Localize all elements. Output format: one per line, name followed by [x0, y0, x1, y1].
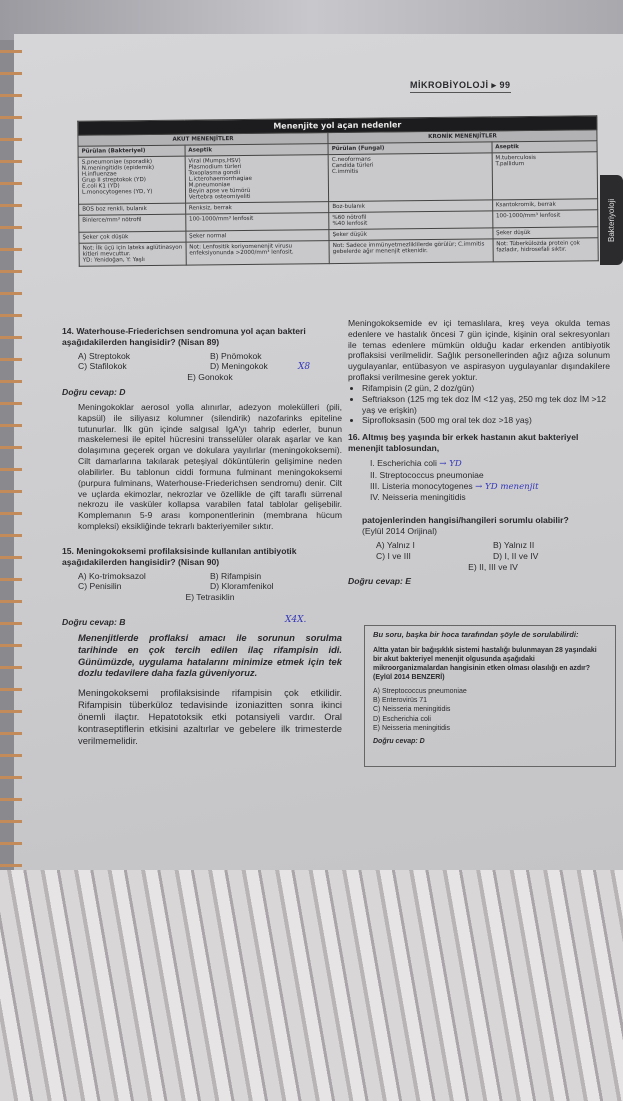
group-chronic: KRONİK MENENJİTLER — [328, 130, 597, 144]
option: C) Stafilokok — [78, 361, 127, 372]
handwritten-note: X8 — [298, 362, 311, 372]
option: A) Streptococcus pneumoniae — [373, 688, 467, 696]
table-cell: BOS boz renkli, bulanık — [79, 203, 186, 215]
item: IV. Neisseria meningitidis — [370, 492, 466, 503]
option: E) Tetrasiklin — [185, 592, 235, 603]
option: B) Yalnız II — [493, 539, 535, 550]
q16-items — [370, 458, 610, 503]
option: C) I ve III — [376, 550, 411, 561]
item: III. Listeria monocytogenes → YD menenjit — [370, 480, 539, 492]
q16-question: 16. Altmış beş yaşında bir erkek hastanın akut bakteriyel menenjit tablosundan, — [348, 432, 579, 454]
q16-options — [376, 540, 610, 572]
left-column — [62, 326, 342, 746]
list-item: • Siprofloksasin (500 mg oral tek doz >18 yaş) — [362, 415, 610, 426]
option: D) Escherichia coli — [373, 715, 431, 723]
q15-options — [78, 571, 342, 603]
table-cell: M.tuberculosis T.pallidum — [492, 152, 598, 200]
table-cell: C.neoformans Candida türleri C.immitis — [328, 153, 492, 202]
q16-source: (Eylül 2014 Orijinal) — [362, 526, 437, 537]
q15-question: 15. Meningokoksemi profilaksisinde kullanılan antibiyotik aşağıdakilerden hangisidir? (Nisan 90) — [62, 545, 297, 567]
table-cell: Not: İlk üçü için lateks aglütinasyon kitleri mevcuttur. YD: Yenidoğan, Y: Yaşlı — [79, 242, 186, 266]
box-title: Bu soru, başka bir hoca tarafından şöyle de sorulabilirdi: — [373, 630, 579, 639]
column-header: Pürülan (Fungal) — [328, 142, 492, 155]
list-item: • Rifampisin (2 gün, 2 doz/gün) — [362, 383, 610, 394]
table-cell: Şeker normal — [186, 230, 330, 243]
handwritten-note: → YD — [439, 458, 462, 469]
table-cell: Şeker düşük — [493, 227, 598, 239]
right-column — [348, 318, 610, 591]
option: D) Meningokok — [210, 361, 268, 372]
side-tab: Bakteriyoloji — [600, 175, 623, 265]
table-cell: Not: Lenfositik koriyomenenjit virusu enfeksiyonunda >2000/mm³ lenfosit. — [186, 241, 330, 266]
table-cell: 100-1000/mm³ lenfosit — [492, 210, 597, 228]
table-row — [79, 238, 598, 266]
box-options — [373, 687, 607, 732]
table-cell: Not: Sadece immünyetmezliklilerde görülür; C.immitis gebelerde ağır menenjit etkenidir. — [329, 239, 493, 264]
table-cell: Not: Tüberkülozda protein çok fazladır, hidrosefali sıktır. — [493, 238, 599, 262]
q15-explanation: Meningokoksemi profilaksisinde rifampisin çok etkilidir. Rifampisin tüberküloz tedavisinde izoniazitten sonra ikinci önemli ilaçtır. Hepatotoksik etki potansiyeli vardır. Oral kontraseptiflerin etkisini azaltırlar ve gebelere ilk trimesterde verilmemelidir. — [78, 687, 342, 746]
q15-highlight: Menenjitlerde proflaksi amacı ile sorunun sorulma tarihinde en çok tercih edilen ilaç rifampisin idi. Günümüzde, uygulama hatalarını minimize etmek için tek dozlu tedavilere daha fazla güveniyoruz. — [78, 631, 342, 679]
option: D) Kloramfenikol — [210, 581, 274, 592]
q14-explanation: Meningokoklar aerosol yolla alınırlar, adezyon molekülleri (pili, kapsül) ile siliyasız kolumner (silendirik) nazofarinks epiteline tutunurlar. İlk gün içinde salgısal IgA'yı tahrip ederler, bunun maskelemesi ile epitel hücresini transselüler olarak aşarlar ve kan dolaşımına geçerek organ ve dokulara yayılırlar (meningokoksemi). Cilt damarlarına takılarak peteşiyal döküntülerin gelişimine neden olabilirler. Bu tablonun ciddi formuna fulminant meningokoksemi (purpura fulminans, Waterhouse-Friederichsen sendromu) denir. Cilt ve uçlarda ekimozlar, nekrozlar ve özellikle de çift taraflı sürrenal nekrozu ile vasküler kollapsa varabilen fatal tablolar gelişebilir. Komplemanın 5-9 arası komponentlerinin (membrana hücum kompleksi) eksikliğinde tekrarlı bakteriyemiler sıktır. — [78, 401, 342, 532]
q15-answer: Doğru cevap: B — [62, 617, 126, 628]
handwritten-note: X4X. — [285, 615, 307, 625]
option: B) Rifampisin — [210, 570, 262, 581]
table-cell: %60 nötrofil %40 lenfosit — [329, 211, 493, 230]
option: A) Ko-trimoksazol — [78, 570, 146, 581]
item: I. Escherichia coli → YD — [370, 457, 462, 469]
table-cell: Binlerce/mm³ nötrofil — [79, 214, 186, 232]
option: B) Pnömokok — [210, 350, 262, 361]
fabric-background — [0, 870, 623, 1101]
q16-question-end: patojenlerinden hangisi/hangileri sorumlu olabilir? — [362, 515, 569, 526]
table-cell: Boz-bulanık — [329, 200, 493, 213]
option: E) Neisseria meningitidis — [373, 724, 451, 732]
page-header: MİKROBİYOLOJİ ▸ 99 — [410, 80, 511, 93]
table-cell: Renksiz, berrak — [185, 202, 329, 215]
option: D) I, II ve IV — [493, 550, 539, 561]
box-answer: Doğru cevap: D — [373, 737, 425, 745]
list-item: • Seftriakson (125 mg tek doz İM <12 yaş, 250 mg tek doz İM >12 yaş ve erişkin) — [362, 394, 610, 416]
table-cell: Ksantokromik, berrak — [492, 199, 597, 211]
table-title: Menenjite yol açan nedenler — [78, 116, 597, 135]
table-row — [78, 152, 597, 204]
option: A) Streptokok — [78, 350, 131, 361]
option: C) Neisseria meningitidis — [373, 706, 451, 714]
q16-answer: Doğru cevap: E — [348, 576, 412, 587]
option: E) II, III ve IV — [468, 561, 518, 572]
handwritten-note: → YD menenjit — [475, 481, 539, 492]
table-cell: S.pneumoniae (sporadik) N.meningitidis (epidemik) H.influenzae Grup II streptokok (YD) E.coli K1 (YD) L.monocytogenes (YD, Y) — [78, 156, 185, 204]
option: E) Gonokok — [187, 372, 233, 383]
alternative-question-box — [364, 625, 616, 767]
q14-answer: Doğru cevap: D — [62, 387, 126, 398]
meningitis-table — [77, 115, 599, 266]
column-header: Pürülan (Bakteriyel) — [78, 145, 185, 157]
column-header: Aseptik — [492, 141, 597, 153]
column-header: Aseptik — [185, 144, 329, 157]
prophylaxis-list — [362, 383, 610, 426]
q14-question: 14. Waterhouse-Friederichsen sendromuna yol açan bakteri aşağıdakilerden hangisidir? (Nisan 89) — [62, 326, 306, 347]
spiral-binding — [0, 40, 22, 880]
table-cell: Viral (Mumps,HSV) Plasmodium türleri Toxoplasma gondii L.icterohaemorrhagiae M.pneumoniae Beyin apse ve tümörü Vertebra osteomiyeliti — [185, 155, 329, 203]
group-acute: AKUT MENENJİTLER — [78, 133, 328, 147]
table-cell: Şeker çok düşük — [79, 231, 186, 243]
prophylaxis-intro: Meningokoksemide ev içi temaslılara, kreş veya okulda temas edenlere ve hastalık öncesi 7 gün içinde, kişinin oral sekresyonları ile temas edenlere mümkün olduğu kadar erkenden antibiyotik proflaksisi verilmelidir. Sağlık personellerinden ağız ağıza solunum uygulayanlar, entübasyon ve aspirasyon uygulayanlar dışındakilere proflaksi verilmesine gerek yoktur. — [348, 318, 610, 383]
table-cell: 100-1000/mm³ lenfosit — [185, 213, 329, 232]
option: B) Enterovirüs 71 — [373, 697, 428, 705]
table-cell: Şeker düşük — [329, 228, 493, 241]
item: II. Streptococcus pneumoniae — [370, 469, 484, 480]
option: C) Penisilin — [78, 581, 122, 592]
option: A) Yalnız I — [376, 539, 415, 550]
box-question: Altta yatan bir bağışıklık sistemi hastalığı bulunmayan 28 yaşındaki bir akut bakteriyel menenjit olgusunda aşağıdaki mikroorganizmalardan hangisinin etken olması olasılığı en azdır? (Eylül 2014 BENZERİ) — [373, 646, 597, 682]
